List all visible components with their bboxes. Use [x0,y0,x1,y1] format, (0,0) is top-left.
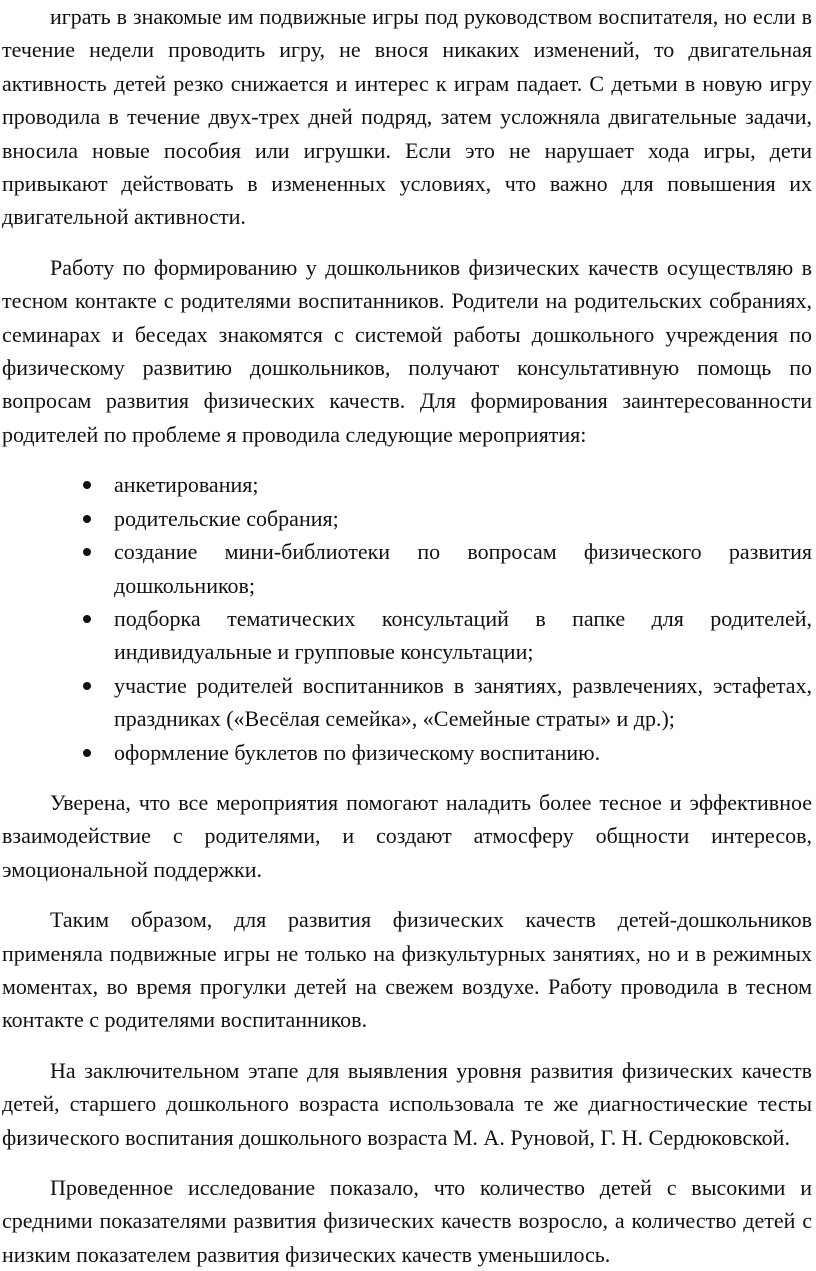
paragraph-parents-cooperation: Работу по формированию у дошкольников физических качеств осуществляю в тесном контакте с родителями воспитанников. Родители на родительских собраниях, семинарах и беседах знакомятся с системой работы дошкольного учреждения по физическому развитию дошкольников, получают консультативную помощь по вопросам развития физических качеств. Для формирования заинтересованности родителей по проблеме я проводила следующие мероприятия: [2,254,812,447]
paragraph-outdoor-games: играть в знакомые им подвижные игры под руководством воспитателя, но если в течение недели проводить игру, не внося никаких изменений, то двигательная активность детей резко снижается и интерес к играм падает. С детьми в новую игру проводила в течение двух-трех дней подряд, затем усложняла двигательные задачи, вносила новые пособия или игрушки. Если это не нарушает хода игры, дети привыкают действовать в измененных условиях, что важно для повышения их двигательной активности. [2,4,812,230]
paragraph-final-stage: На заключительном этапе для выявления уровня развития физических качеств детей, старшего дошкольного возраста использовала те же диагностические тесты физического воспитания дошкольного возраста М. А. Руновой, Г. Н. Сердюковской. [2,1057,812,1150]
activities-list [2,468,812,769]
list-item: родительские собрания; [114,502,812,535]
paragraph-interaction: Уверена, что все мероприятия помогают наладить более тесное и эффективное взаимодействие с родителями, и создают атмосферу общности интересов, эмоциональной поддержки. [2,789,812,882]
list-item: подборка тематических консультаций в папке для родителей, индивидуальные и групповые консультации; [114,602,812,669]
list-item: оформление буклетов по физическому воспитанию. [114,736,812,769]
list-item: участие родителей воспитанников в занятиях, развлечениях, эстафетах, праздниках («Весёлая семейка», «Семейные страты» и др.); [114,669,812,736]
list-item: создание мини-библиотеки по вопросам физического развития дошкольников; [114,535,812,602]
paragraph-conclusion: Таким образом, для развития физических качеств детей-дошкольников применяла подвижные игры не только на физкультурных занятиях, но и в режимных моментах, во время прогулки детей на свежем воздухе. Работу проводила в тесном контакте с родителями воспитанников. [2,907,812,1033]
paragraph-results: Проведенное исследование показало, что количество детей с высокими и средними показателями развития физических качеств возросло, а количество детей с низким показателем развития физических качеств уменьшилось. [2,1175,812,1267]
list-item: анкетирования; [114,468,812,501]
